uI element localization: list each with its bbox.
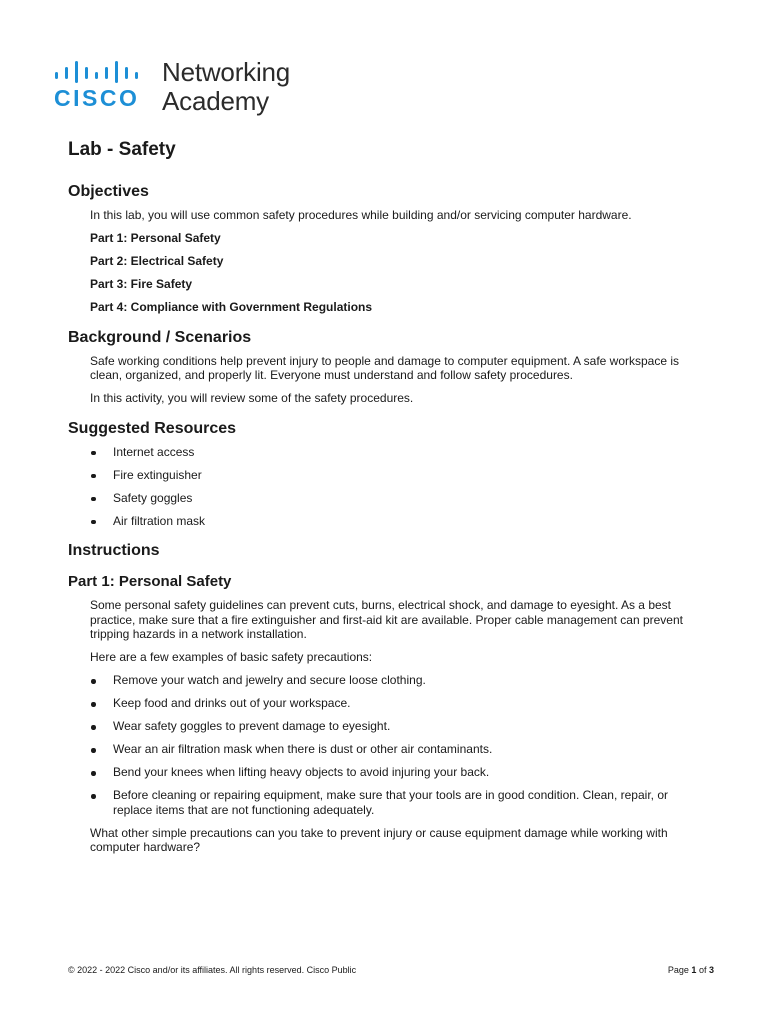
- list-item: Fire extinguisher: [90, 468, 708, 483]
- instructions-section: [68, 541, 708, 561]
- list-item: Remove your watch and jewelry and secure loose clothing.: [90, 673, 708, 688]
- list-item: Keep food and drinks out of your workspace.: [90, 696, 708, 711]
- part1-paragraph-1: Some personal safety guidelines can prevent cuts, burns, electrical shock, and damage to eyesight. As a best practice, make sure that a fire extinguisher and first-aid kit are available. Proper cable management can prevent tripping hazards in a network installation.: [90, 598, 683, 641]
- list-item: Wear safety goggles to prevent damage to eyesight.: [90, 719, 708, 734]
- cisco-bars-icon: [54, 61, 146, 83]
- page-label: Page: [667, 965, 689, 975]
- instructions-heading: Instructions: [68, 542, 160, 559]
- background-heading: Background / Scenarios: [68, 328, 252, 346]
- list-item: Wear an air filtration mask when there is dust or other air contaminants.: [90, 742, 708, 757]
- document-body: [68, 138, 708, 868]
- precautions-list: [90, 673, 708, 817]
- background-paragraph-1: Safe working conditions help prevent injury to people and damage to computer equipment. A safe workspace is clean, organized, and properly lit. Everyone must understand and follow safety procedures.: [90, 353, 680, 382]
- list-item: Air filtration mask: [90, 514, 708, 529]
- cisco-wordmark: CISCO: [54, 85, 140, 111]
- footer-copyright: © 2022 - 2022 Cisco and/or its affiliates. All rights reserved. Cisco Public: [68, 965, 357, 975]
- page-title: Lab - Safety: [68, 139, 176, 160]
- objective-part-4: Part 4: Compliance with Government Regulations: [90, 300, 373, 314]
- list-item: Bend your knees when lifting heavy objects to avoid injuring your back.: [90, 765, 708, 780]
- part1-paragraph-2: Here are a few examples of basic safety precautions:: [90, 650, 373, 664]
- part1-section: [68, 572, 708, 855]
- objective-part-2: Part 2: Electrical Safety: [90, 254, 224, 268]
- logo-networking-text: Networking: [162, 57, 291, 87]
- list-item: Internet access: [90, 445, 708, 460]
- background-section: [68, 328, 708, 406]
- page-number: [668, 965, 714, 975]
- page-of-label: of: [698, 965, 707, 975]
- resources-heading: Suggested Resources: [68, 419, 237, 437]
- resources-section: [68, 419, 708, 529]
- objectives-heading: Objectives: [68, 183, 149, 200]
- objectives-intro: In this lab, you will use common safety procedures while building and/or servicing computer hardware.: [90, 208, 632, 222]
- resources-list: [90, 445, 708, 529]
- list-item: Safety goggles: [90, 491, 708, 506]
- objective-part-1: Part 1: Personal Safety: [90, 231, 221, 245]
- part1-question: What other simple precautions can you take to prevent injury or cause equipment damage while working with computer hardware?: [90, 825, 668, 854]
- logo-academy-text: Academy: [162, 86, 269, 116]
- objective-part-3: Part 3: Fire Safety: [90, 277, 193, 291]
- part1-heading: Part 1: Personal Safety: [68, 573, 232, 590]
- page-current: 1: [691, 965, 697, 975]
- cisco-networking-academy-logo: [54, 58, 314, 118]
- page-total: 3: [708, 965, 714, 975]
- background-paragraph-2: In this activity, you will review some of the safety procedures.: [90, 391, 414, 405]
- objectives-section: [68, 182, 708, 315]
- list-item: Before cleaning or repairing equipment, make sure that your tools are in good condition. Clean, repair, or replace items that are not functioning adequately.: [90, 788, 708, 817]
